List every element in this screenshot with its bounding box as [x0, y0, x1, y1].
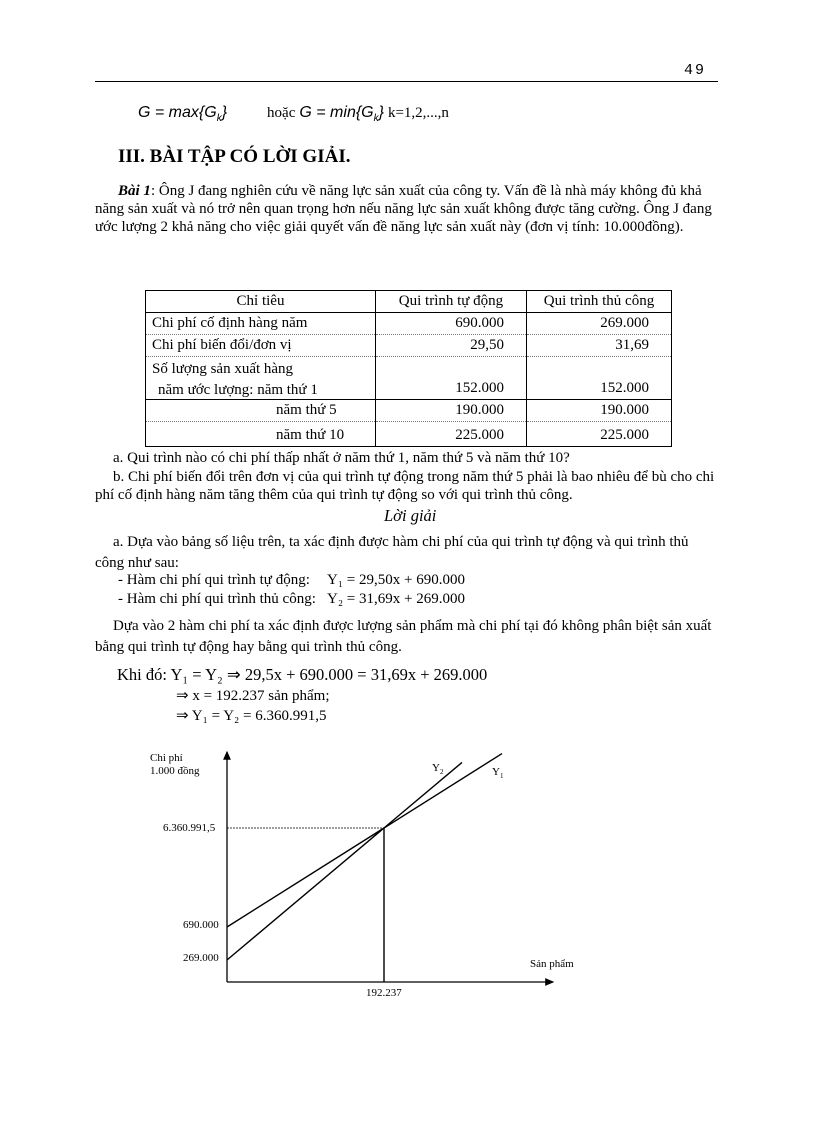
series-line-y2: [227, 762, 462, 960]
question-a: a. Qui trình nào có chi phí thấp nhất ở năm thứ 1, năm thứ 5 và năm thứ 10?: [113, 450, 570, 466]
page-number: 49: [684, 62, 707, 79]
x-intersection-label: 192.237: [366, 987, 402, 999]
y-tick-269000: 269.000: [183, 952, 219, 964]
section-title: III. BÀI TẬP CÓ LỜI GIẢI.: [118, 146, 351, 167]
solution-para-2: Dựa vào 2 hàm chi phí ta xác định được lượng sản phẩm mà chi phí tại đó không phân biệt sản xuất bằng qui trình tự động hay bằng qui trình thủ công.: [95, 618, 712, 655]
equation-3: ⇒ Y₁ = Y₂ = 6.360.991,5: [176, 708, 327, 724]
series-line-y1: [227, 754, 502, 927]
x-axis-label: Sản phẩm: [530, 958, 574, 970]
formula-1: Y₁ = 29,50x + 690.000: [327, 572, 465, 588]
y-tick-690000: 690.000: [183, 919, 219, 931]
series-label-y1: $Y_1$: [492, 766, 504, 780]
solution-para-1: a. Dựa vào bảng số liệu trên, ta xác định được hàm chi phí của qui trình tự động và qui trình thủ công như sau:: [95, 534, 689, 571]
formula-2: Y₂ = 31,69x + 269.000: [327, 591, 465, 607]
y-axis-label-1: Chi phí: [150, 752, 183, 764]
problem-statement: Bài 1: Ông J đang nghiên cứu về năng lực sản xuất của công ty. Vấn đề là nhà máy không đủ khả năng sản xuất và nó trở nên quan trọng hơn nếu năng lực sản xuất không được tăng cường. Ông J đang ước lượng 2 khả năng cho việc giải quyết vấn đề năng lực sản xuất này (đơn vị tính: 10.000đồng).: [95, 183, 712, 235]
series-label-y2: $Y_2$: [432, 762, 444, 776]
formula-2-label: - Hàm chi phí qui trình thủ công:: [118, 591, 316, 607]
formula: $G = \max\{G_k\}$ hoặc $G = \min\{G_k\}$ k=1,2,...,n: [138, 104, 449, 125]
formula-1-label: - Hàm chi phí qui trình tự động:: [118, 572, 310, 588]
question-b: b. Chi phí biến đổi trên đơn vị của qui trình tự động trong năm thứ 5 phải là bao nhiêu để bù cho chi phí cố định hàng năm tăng thêm của qui trình tự động so với qui trình thủ công.: [95, 469, 715, 503]
y-intersection-label: 6.360.991,5: [163, 822, 216, 834]
equation-2: ⇒ x = 192.237 sản phẩm;: [176, 688, 330, 704]
cost-table: Chỉ tiêu Qui trình tự động Qui trình thủ công Chi phí cố định hàng năm 690.000 269.000 Chi phí biến đổi/đơn vị 29,50 31,69 Số lượng sản xuất hàng năm ước lượng: năm thứ 1 152.000 152.000 năm thứ 5 190.000 190.000 năm thứ 10 225.000 225.000: [145, 290, 672, 447]
y-axis-label-2: 1.000 đồng: [150, 765, 200, 777]
solution-title: Lời giải: [384, 506, 437, 525]
equation-1: Khi đó: Y₁ = Y₂ ⇒ 29,5x + 690.000 = 31,69x + 269.000: [117, 665, 488, 684]
